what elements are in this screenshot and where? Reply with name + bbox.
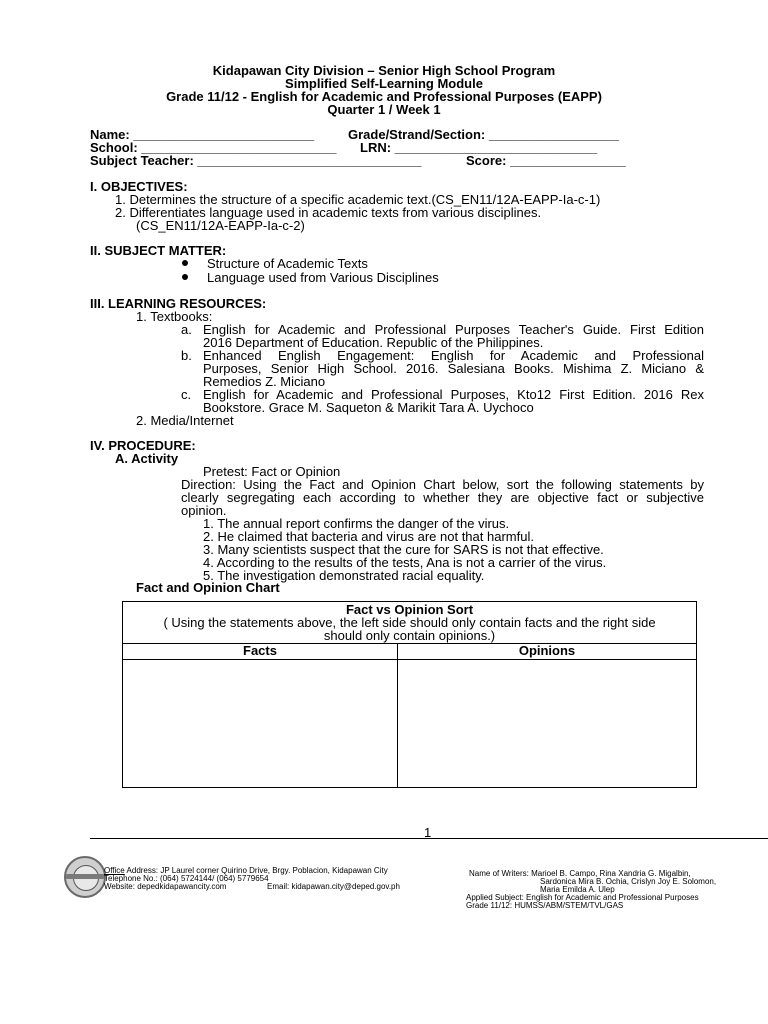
- direction-text: opinion.: [181, 503, 227, 518]
- reference-b-line: Purposes, Senior High School. 2016. Salesiana Books. Mishima Z. Miciano &: [203, 361, 704, 376]
- activity-heading: A. Activity: [115, 451, 179, 466]
- module-title-quarter: Quarter 1 / Week 1: [327, 102, 441, 117]
- table-title: Fact vs Opinion Sort: [345, 602, 474, 617]
- objective-item: 2. Differentiates language used in academic texts from various disciplines.: [115, 205, 542, 220]
- applied-subject: Applied Subject: English for Academic and Professional Purposes: [466, 893, 699, 902]
- subject-matter-item: Language used from Various Disciplines: [207, 270, 439, 285]
- office-label: Office: [104, 866, 125, 875]
- reference-c-line: Bookstore. Grace M. Saqueton & Marikit Tara A. Uychoco: [203, 400, 534, 415]
- school-field[interactable]: School: ___________________________: [90, 140, 337, 155]
- lrn-field[interactable]: LRN: ____________________________: [360, 140, 598, 155]
- statement-item: 4. According to the results of the tests, Ana is not a carrier of the virus.: [203, 555, 607, 570]
- statement-item: 2. He claimed that bacteria and virus are not that harmful.: [203, 529, 534, 544]
- table-instruction: ( Using the statements above, the left side should only contain facts and the right side: [163, 615, 656, 630]
- table-instruction: should only contain opinions.): [323, 628, 496, 643]
- email-link[interactable]: Email: kidapawan.city@deped.gov.ph: [267, 882, 400, 891]
- grade-strand-section-field[interactable]: Grade/Strand/Section: __________________: [348, 127, 620, 142]
- telephone-number: Telephone No.: (064) 5724144/ (064) 5779654: [104, 874, 269, 883]
- reference-b-line: Enhanced English Engagement: English for Academic and Professional: [203, 348, 704, 363]
- facts-answer-cell[interactable]: [123, 660, 398, 788]
- reference-a-line: English for Academic and Professional Purposes Teacher's Guide. First Edition: [203, 322, 704, 337]
- opinions-column-header: Opinions: [398, 644, 697, 660]
- module-title-division: Kidapawan City Division – Senior High School Program: [212, 63, 556, 78]
- chart-label: Fact and Opinion Chart: [136, 580, 280, 595]
- opinions-answer-cell[interactable]: [398, 660, 697, 788]
- reference-c-line: English for Academic and Professional Purposes, Kto12 First Edition. 2016 Rex: [203, 387, 704, 402]
- facts-column-header: Facts: [123, 644, 398, 660]
- subject-matter-item: Structure of Academic Texts: [207, 256, 368, 271]
- writers-line: Maria Emilda A. Ulep: [540, 885, 615, 894]
- footer-divider: [90, 838, 768, 839]
- statement-item: 1. The annual report confirms the danger of the virus.: [203, 516, 510, 531]
- subject-teacher-field[interactable]: Subject Teacher: _______________________________: [90, 153, 422, 168]
- media-internet-label: 2. Media/Internet: [136, 413, 234, 428]
- reference-letter: c.: [181, 387, 192, 402]
- score-field[interactable]: Score: ________________: [466, 153, 626, 168]
- name-field[interactable]: Name: _________________________: [90, 127, 315, 142]
- reference-letter: a.: [181, 322, 192, 337]
- statement-item: 3. Many scientists suspect that the cure for SARS is not that effective.: [203, 542, 604, 557]
- website-link[interactable]: Website: depedkidapawancity.com: [104, 882, 227, 891]
- objectives-heading: I. OBJECTIVES:: [90, 179, 188, 194]
- objective-code: (CS_EN11/12A-EAPP-Ia-c-2): [136, 218, 305, 233]
- reference-a-line: 2016 Department of Education. Republic of the Philippines.: [203, 335, 544, 350]
- writers-line: Name of Writers: Marioel B. Campo, Rina Xandria G. Migalbin,: [469, 869, 691, 878]
- subject-matter-heading: II. SUBJECT MATTER:: [90, 243, 227, 258]
- procedure-heading: IV. PROCEDURE:: [90, 438, 196, 453]
- office-address-text: Address: JP Laurel corner Quirino Drive, Brgy. Poblacion, Kidapawan City: [124, 866, 388, 875]
- direction-text: clearly segregating each according to whether they are objective fact or subjective: [181, 490, 704, 505]
- textbooks-label: 1. Textbooks:: [136, 309, 213, 324]
- fact-opinion-table: [122, 601, 697, 788]
- learning-resources-heading: III. LEARNING RESOURCES:: [90, 296, 267, 311]
- bullet-icon: [182, 274, 188, 280]
- bullet-icon: [182, 260, 188, 266]
- table-title-cell: [123, 602, 697, 644]
- grade-strands: Grade 11/12: HUMSS/ABM/STEM/TVL/GAS: [466, 901, 624, 910]
- deped-seal-icon: [64, 856, 106, 898]
- direction-text: Direction: Using the Fact and Opinion Chart below, sort the following statements by: [181, 477, 704, 492]
- module-title-type: Simplified Self-Learning Module: [285, 76, 483, 91]
- module-title-subject: Grade 11/12 - English for Academic and Professional Purposes (EAPP): [166, 89, 602, 104]
- writers-line: Sardonica Mira B. Ochia, Crislyn Joy E. Solomon,: [540, 877, 717, 886]
- objective-item: 1. Determines the structure of a specific academic text.(CS_EN11/12A-EAPP-Ia-c-1): [115, 192, 601, 207]
- pretest-title: Pretest: Fact or Opinion: [203, 464, 341, 479]
- reference-letter: b.: [181, 348, 192, 363]
- statement-item: 5. The investigation demonstrated racial equality.: [203, 568, 485, 583]
- page-number: 1: [424, 825, 432, 840]
- reference-b-line: Remedios Z. Miciano: [203, 374, 326, 389]
